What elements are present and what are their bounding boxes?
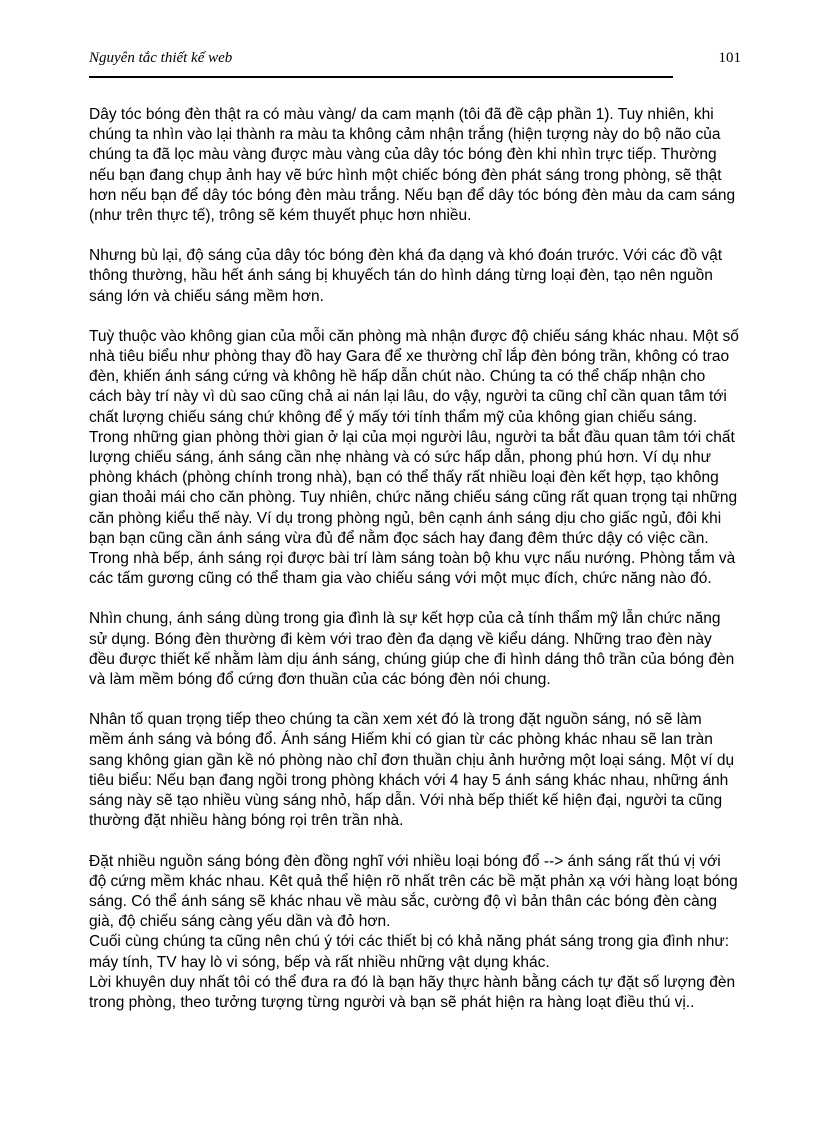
paragraph-8: Cuối cùng chúng ta cũng nên chú ý tới các thiết bị có khả năng phát sáng trong gia đình như: máy tính, TV hay lò vi sóng, bếp và rất nhiều những vật dụng khác.: [89, 933, 730, 971]
page-number: 101: [718, 50, 741, 66]
paragraph-2: Nhưng bù lại, độ sáng của dây tóc bóng đèn khá đa dạng và khó đoán trước. Với các đồ vật thông thường, hầu hết ánh sáng bị khuyếch tán do hình dáng từng loại đèn, tạo nên nguồn sáng lớn và chiếu sáng mềm hơn.: [89, 247, 723, 305]
body-text: [89, 105, 739, 1013]
header-divider: [89, 76, 673, 78]
header-title: Nguyên tắc thiết kế web: [89, 50, 233, 66]
paragraph-4: Trong những gian phòng thời gian ở lại của mọi người lâu, người ta bắt đầu quan tâm tới chất lượng chiếu sáng, ánh sáng cần nhẹ nhàng và có sức hấp dẫn, phong phú hơn. Ví dụ như phòng khách (phòng chính trong nhà), bạn có thể thấy rất nhiều loại đèn kết hợp, tạo không gian thoải mái cho căn phòng. Tuy nhiên, chức năng chiếu sáng cũng rất quan trọng tại những căn phòng kiểu thế này. Ví dụ trong phòng ngủ, bên cạnh ánh sáng dịu cho giấc ngủ, đôi khi bạn bạn cũng cần ánh sáng vừa đủ để nằm đọc sách hay đang đêm thức dậy có việc cần. Trong nhà bếp, ánh sáng rọi được bài trí làm sáng toàn bộ khu vực nấu nướng. Phòng tắm và các tấm gương cũng có thể tham gia vào chiếu sáng với một mục đích, chức năng nào đó.: [89, 428, 738, 588]
paragraph-6: Nhân tố quan trọng tiếp theo chúng ta cần xem xét đó là trong đặt nguồn sáng, nó sẽ làm mềm ánh sáng và bóng đổ. Ánh sáng Hiếm khi có gian từ các phòng khác nhau sẽ lan tràn sang không gian gần kề nó phòng nào chỉ đơn thuần chịu ảnh hưởng một loại sáng. Một ví dụ tiêu biểu: Nếu bạn đang ngồi trong phòng khách với 4 hay 5 ánh sáng khác nhau, những ánh sáng này sẽ tạo nhiều vùng sáng nhỏ, hấp dẫn. Với nhà bếp thiết kế hiện đại, người ta cũng thường đặt nhiều hàng bóng rọi trên trần nhà.: [89, 711, 735, 830]
paragraph-5: Nhìn chung, ánh sáng dùng trong gia đình là sự kết hợp của cả tính thẩm mỹ lẫn chức năng sử dụng. Bóng đèn thường đi kèm với trao đèn đa dạng về kiểu dáng. Những trao đèn này đều được thiết kế nhằm làm dịu ánh sáng, chúng giúp che đi hình dáng thô trần của bóng đèn và làm mềm bóng đổ cứng đơn thuần của các bóng đèn nói chung.: [89, 610, 735, 689]
paragraph-3: Tuỳ thuộc vào không gian của mỗi căn phòng mà nhận được độ chiếu sáng khác nhau. Một số nhà tiêu biểu như phòng thay đồ hay Gara để xe thường chỉ lắp đèn bóng trần, không có trao đèn, khiến ánh sáng cứng và không hề hấp dẫn chút nào. Chúng ta có thể chấp nhận cho cách bày trí này vì dù sao cũng chả ai nán lại lâu, do vậy, người ta cũng chỉ cần quan tâm tới chất lượng chiếu sáng chứ không để ý mấy tới tính thẩm mỹ của không gian chiếu sáng.: [89, 327, 739, 426]
paragraph-9: Lời khuyên duy nhất tôi có thể đưa ra đó là bạn hãy thực hành bằng cách tự đặt số lượng đèn trong phòng, theo tưởng tượng từng người và bạn sẽ phát hiện ra hàng loạt điều thú vị..: [89, 973, 736, 1011]
paragraph-7: Đặt nhiều nguồn sáng bóng đèn đồng nghĩ với nhiều loại bóng đổ --> ánh sáng rất thú vị với độ cứng mềm khác nhau. Kêt quả thể hiện rõ nhất trên các bề mặt phản xạ với hàng loạt bóng sáng. Có thể ánh sáng sẽ khác nhau về màu sắc, cường độ vì bản thân các bóng đèn càng già, độ chiếu sáng càng yếu dần và đỏ hơn.: [89, 852, 738, 931]
page-header: [89, 50, 741, 74]
paragraph-1: Dây tóc bóng đèn thật ra có màu vàng/ da cam mạnh (tôi đã đề cập phần 1). Tuy nhiên, khi chúng ta nhìn vào lại thành ra màu ta không cảm nhận trắng (hiện tượng này do bộ não của chúng ta đã lọc màu vàng được màu vàng của dây tóc bóng đèn khi nhìn trực tiếp. Thường nếu bạn đang chụp ảnh hay vẽ bức hình một chiếc bóng đèn phát sáng trong phòng, sẽ thật hơn nếu bạn để dây tóc bóng đèn màu trắng. Nếu bạn để dây tóc bóng đèn màu da cam sáng (như trên thực tế), trông sẽ kém thuyết phục hơn nhiều.: [89, 106, 736, 225]
